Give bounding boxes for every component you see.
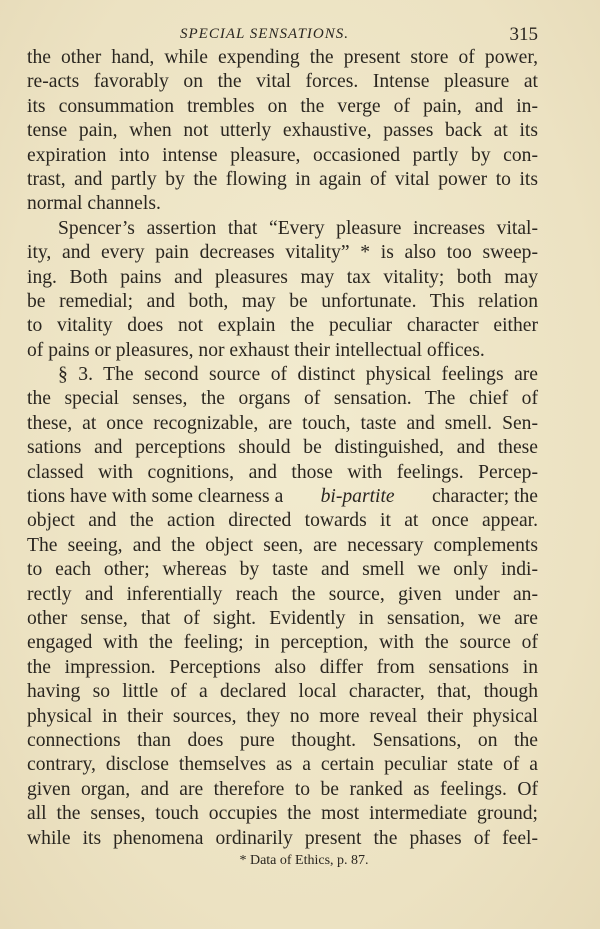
text-line: trast, and partly by the flowing in again of vital power to its	[27, 168, 538, 190]
text-line: to vitality does not explain the peculiar character either	[27, 315, 538, 337]
text-line: all the senses, touch occupies the most intermediate ground;	[27, 803, 538, 825]
text-line: the other hand, while expending the present store of power,	[27, 47, 538, 68]
italic-term: bi-partite	[320, 486, 395, 508]
text-line: the special senses, the organs of sensation. The chief of	[27, 388, 538, 410]
text-line: ity, and every pain decreases vitality” * is also too sweep-	[27, 242, 538, 264]
body-text	[27, 46, 538, 851]
text-line: Spencer’s assertion that “Every pleasure increases vital-	[58, 217, 538, 239]
text-line: its consummation trembles on the verge of pain, and in-	[27, 95, 538, 117]
text-line: re-acts favorably on the vital forces. Intense pleasure at	[27, 71, 538, 93]
text-line	[27, 485, 538, 509]
text-line: to each other; whereas by taste and smell we only indi-	[27, 559, 538, 581]
text-line: connections than does pure thought. Sensations, on the	[27, 729, 538, 751]
text-line: expiration into intense pleasure, occasioned partly by con-	[27, 144, 538, 166]
text-line: contrary, disclose themselves as a certain peculiar state of a	[27, 754, 538, 776]
text-line: classed with cognitions, and those with feelings. Percep-	[27, 461, 538, 483]
text-line: of pains or pleasures, nor exhaust their intellectual offices.	[27, 339, 485, 361]
text-line: given organ, and are therefore to be ranked as feelings. Of	[27, 778, 538, 800]
text-line: these, at once recognizable, are touch, taste and smell. Sen-	[27, 412, 538, 434]
text-line: physical in their sources, they no more reveal their physical	[27, 705, 538, 727]
text-line: while its phenomena ordinarily present the phases of feel-	[27, 827, 538, 849]
footnote: * Data of Ethics, p. 87.	[239, 853, 369, 868]
text-line: object and the action directed towards it at once appear.	[27, 510, 538, 532]
text-line: sations and perceptions should be distinguished, and these	[27, 437, 538, 459]
running-title: SPECIAL SENSATIONS.	[180, 26, 350, 42]
text-segment: tions have with some clearness a	[27, 486, 289, 508]
text-line: having so little of a declared local character, that, though	[27, 681, 538, 703]
text-segment: character; the	[427, 486, 538, 508]
page-number: 315	[509, 24, 538, 45]
text-line: engaged with the feeling; in perception, with the source of	[27, 632, 538, 654]
text-line: rectly and inferentially reach the source, given under an-	[27, 583, 538, 605]
text-line: tense pain, when not utterly exhaustive, passes back at its	[27, 120, 538, 142]
text-line: be remedial; and both, may be unfortunate. This relation	[27, 290, 538, 312]
text-line: ing. Both pains and pleasures may tax vitality; both may	[27, 266, 538, 288]
text-line: the impression. Perceptions also differ from sensations in	[27, 656, 538, 678]
text-line: § 3. The second source of distinct physical feelings are	[58, 364, 538, 386]
text-line: other sense, that of sight. Evidently in sensation, we are	[27, 607, 538, 629]
text-line: The seeing, and the object seen, are necessary complements	[27, 534, 538, 556]
text-line: normal channels.	[27, 193, 161, 215]
